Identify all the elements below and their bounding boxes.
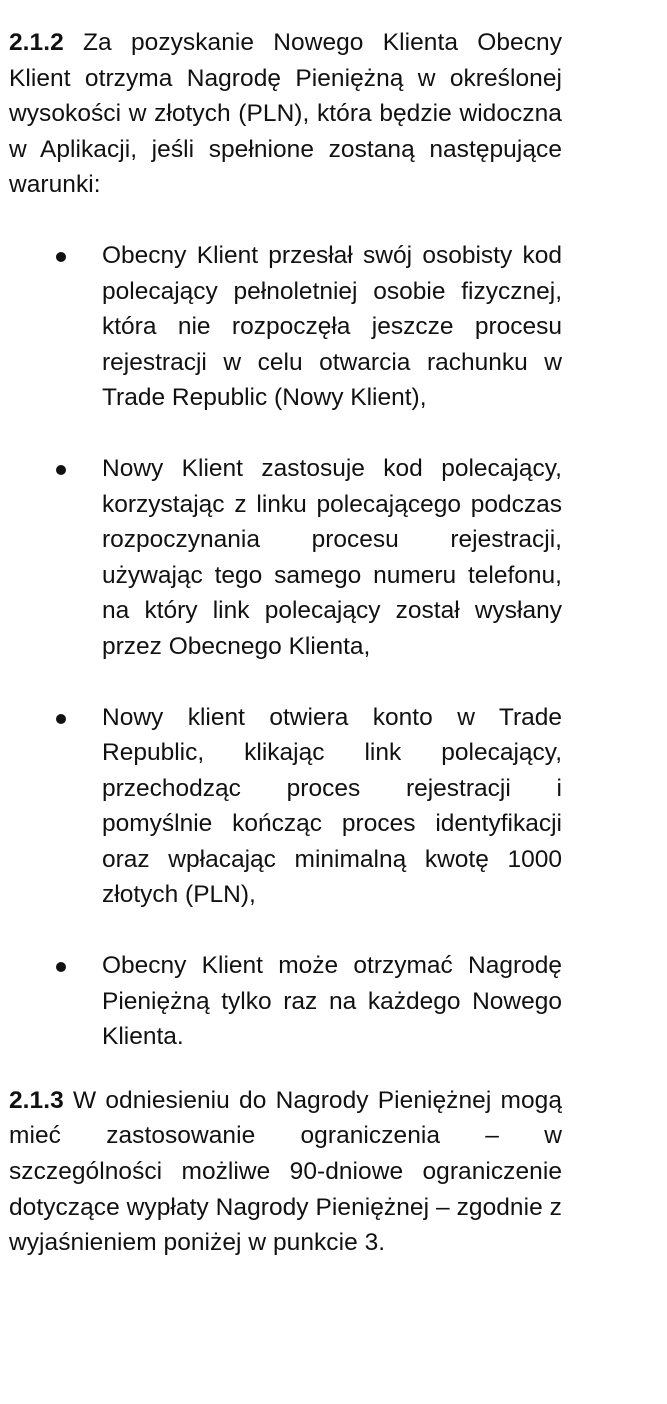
list-item: [9, 700, 562, 914]
list-item-text: Nowy klient otwiera konto w Trade Republic, klikając link polecający, przechodząc proces rejestracji i pomyślnie kończąc proces identyfikacji oraz wpłacając minimalną kwotę 1000 złotych (PLN),: [102, 703, 562, 909]
list-item-text: Obecny Klient może otrzymać Nagrodę Pieniężną tylko raz na każdego Nowego Klienta.: [102, 952, 562, 1051]
list-item: [9, 948, 562, 1055]
bullet-icon: [56, 962, 66, 972]
section-number: 2.1.2: [9, 29, 64, 56]
paragraph-text: Za pozyskanie Nowego Klienta Obecny Klient otrzyma Nagrodę Pieniężną w określonej wysokości w złotych (PLN), która będzie widoczna w Aplikacji, jeśli spełnione zostaną następujące warunki:: [9, 29, 562, 199]
list-item: [9, 238, 562, 416]
list-item-text: Nowy Klient zastosuje kod polecający, korzystając z linku polecającego podczas rozpoczynania procesu rejestracji, używając tego samego numeru telefonu, na który link polecający został wysłany przez Obecnego Klienta,: [102, 454, 562, 660]
list-item: [9, 451, 562, 665]
section-number: 2.1.3: [9, 1086, 64, 1114]
document-body: [9, 25, 562, 1261]
paragraph-2-1-3: [9, 1083, 562, 1261]
bullet-icon: [56, 465, 66, 475]
bullet-icon: [56, 714, 66, 724]
paragraph-2-1-2: [9, 25, 562, 203]
bullet-icon: [56, 252, 66, 262]
list-item-text: Obecny Klient przesłał swój osobisty kod polecający pełnoletniej osobie fizycznej, która nie rozpoczęła jeszcze procesu rejestracji w celu otwarcia rachunku w Trade Republic (Nowy Klient),: [102, 241, 562, 412]
conditions-list: [9, 238, 562, 1055]
paragraph-text: W odniesieniu do Nagrody Pieniężnej mogą mieć zastosowanie ograniczenia – w szczególności możliwe 90-dniowe ograniczenie dotyczące wypłaty Nagrody Pieniężnej – zgodnie z wyjaśnieniem poniżej w punkcie 3.: [9, 1086, 563, 1257]
